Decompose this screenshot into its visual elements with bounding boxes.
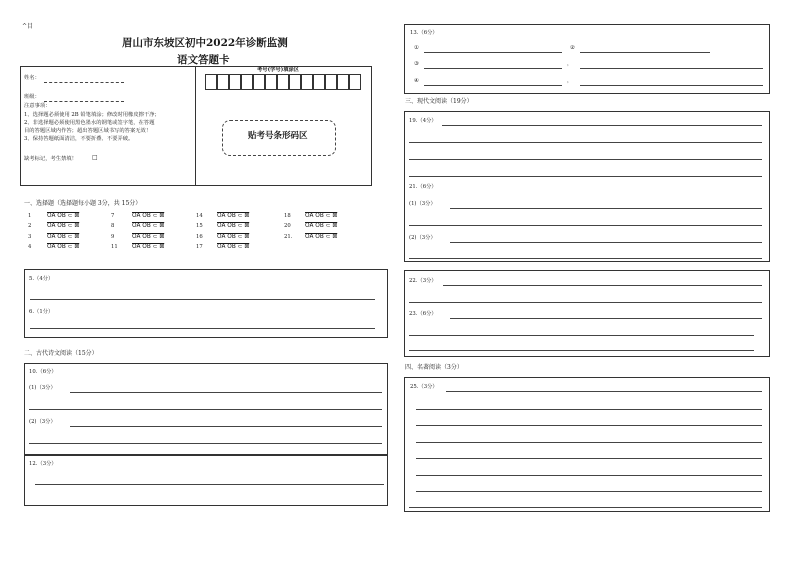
choice-number: 11 — [111, 244, 118, 250]
question-label-q12: 12.（3分） — [29, 461, 57, 467]
exam-no-grid[interactable] — [205, 74, 365, 91]
answer-line[interactable] — [450, 208, 762, 209]
question-label-q21-2: (2)（3分） — [409, 235, 436, 241]
question-label-q6: 6.（1分） — [29, 309, 54, 315]
choice-number: 17 — [196, 244, 203, 250]
question-label-q10: 10.（6分） — [29, 369, 57, 375]
answer-line[interactable] — [580, 52, 710, 53]
question-label-q5: 5.（4分） — [29, 276, 54, 282]
answer-line[interactable] — [416, 425, 762, 426]
answer-line[interactable] — [409, 176, 762, 177]
choice-number: 14 — [196, 213, 203, 219]
answer-line[interactable] — [29, 409, 382, 410]
question-label-q13: 13.（6分） — [410, 30, 438, 36]
question-label-q19: 19.（4分） — [409, 118, 437, 124]
choice-number: 3 — [28, 234, 32, 240]
question-label-q21-1: (1)（3分） — [409, 201, 436, 207]
answer-line[interactable] — [446, 391, 762, 392]
absent-label: 缺考标记，考生禁填！ — [24, 156, 77, 162]
answer-box-q19-q21 — [404, 111, 770, 262]
choice-number: 4 — [28, 244, 32, 250]
barcode-label: 贴考号条形码区 — [248, 131, 308, 141]
note-line: 2、非选择题必须使用黑色墨水的钢笔或签字笔，在答题 — [24, 120, 155, 126]
section-modern-title: 三、现代文阅读（19分） — [405, 98, 473, 105]
blank-marker: ① — [414, 45, 419, 51]
answer-line[interactable] — [424, 85, 562, 86]
choice-options[interactable]: OA OB ⊂ ⊠ — [132, 213, 165, 219]
note-line: 1、选择题必须使用 2B 铅笔填涂；修改时用橡皮擦干净； — [24, 112, 160, 118]
blank-marker: ③ — [414, 61, 419, 67]
page-title: 眉山市东坡区初中2022年诊断监测 — [122, 37, 288, 49]
comma-mark: ， — [567, 61, 573, 67]
choice-number: 18 — [284, 213, 291, 219]
answer-line[interactable] — [442, 125, 762, 126]
answer-line[interactable] — [409, 225, 762, 226]
choice-options[interactable]: OA OB ⊂ ⊠ — [132, 234, 165, 240]
answer-line[interactable] — [70, 426, 382, 427]
comma-mark: ， — [567, 78, 573, 84]
answer-line[interactable] — [416, 442, 762, 443]
answer-line[interactable] — [409, 507, 762, 508]
answer-box-q13 — [404, 24, 770, 94]
exam-no-label: 考号(学号)填涂区 — [257, 67, 300, 73]
answer-line[interactable] — [416, 475, 762, 476]
class-field[interactable] — [44, 101, 124, 102]
answer-line[interactable] — [30, 299, 375, 300]
choice-options[interactable]: OA OB ⊂ ⊠ — [47, 223, 80, 229]
answer-line[interactable] — [409, 350, 754, 351]
choice-options[interactable]: OA OB ⊂ ⊠ — [132, 223, 165, 229]
answer-line[interactable] — [70, 392, 382, 393]
class-label: 班级： — [24, 94, 40, 100]
choice-number: 16 — [196, 234, 203, 240]
question-label-q10-1: (1)（3分） — [29, 385, 56, 391]
answer-line[interactable] — [29, 443, 382, 444]
page-subtitle: 语文答题卡 — [177, 54, 230, 66]
answer-line[interactable] — [443, 285, 762, 286]
absent-checkbox[interactable]: □ — [92, 154, 98, 161]
question-label-q21: 21.（6分） — [409, 184, 437, 190]
choice-number: 7 — [111, 213, 115, 219]
section-ancient-title: 二、古代诗文阅读（15分） — [24, 350, 98, 357]
answer-line[interactable] — [580, 68, 763, 69]
note-line: 3、保持答题纸面清洁，不要折叠、不要弄破。 — [24, 136, 134, 142]
section-classic-title: 四、名著阅读（3分） — [405, 364, 463, 371]
choice-number: 21. — [284, 234, 293, 240]
notes-title: 注意事项： — [24, 103, 51, 109]
choice-options[interactable]: OA OB ⊂ ⊠ — [305, 234, 338, 240]
answer-line[interactable] — [409, 335, 754, 336]
question-label-q25: 25.（3分） — [410, 384, 438, 390]
answer-line[interactable] — [409, 159, 762, 160]
choice-options[interactable]: OA OB ⊂ ⊠ — [217, 223, 250, 229]
choice-options[interactable]: OA OB ⊂ ⊠ — [217, 244, 250, 250]
choice-number: 20 — [284, 223, 291, 229]
answer-line[interactable] — [450, 242, 762, 243]
blank-marker: ④ — [414, 78, 419, 84]
choice-number: 9 — [111, 234, 115, 240]
answer-box-q22-q23 — [404, 270, 770, 357]
answer-line[interactable] — [35, 484, 384, 485]
answer-line[interactable] — [409, 258, 762, 259]
choice-number: 2 — [28, 223, 32, 229]
question-label-q10-2: (2)（3分） — [29, 419, 56, 425]
answer-line[interactable] — [30, 328, 375, 329]
section-choice-title: 一、选择题（选择题每小题 3分，共 15分） — [24, 200, 142, 207]
note-line: 目的答题区域内作答；超出答题区域书写的答案无效！ — [24, 128, 152, 134]
answer-line[interactable] — [580, 85, 763, 86]
choice-number: 8 — [111, 223, 115, 229]
answer-line[interactable] — [416, 409, 762, 410]
corner-mark: ^目 — [22, 23, 34, 30]
answer-line[interactable] — [424, 52, 562, 53]
choice-options[interactable]: OA OB ⊂ ⊠ — [217, 234, 250, 240]
answer-line[interactable] — [409, 302, 762, 303]
choice-options[interactable]: OA OB ⊂ ⊠ — [132, 244, 165, 250]
choice-number: 15 — [196, 223, 203, 229]
choice-number: 1 — [28, 213, 32, 219]
answer-line[interactable] — [424, 68, 562, 69]
name-label: 姓名： — [24, 75, 40, 81]
choice-options[interactable]: OA OB ⊂ ⊠ — [305, 213, 338, 219]
answer-line[interactable] — [416, 458, 762, 459]
choice-options[interactable]: OA OB ⊂ ⊠ — [47, 234, 80, 240]
question-label-q22: 22.（3分） — [409, 278, 437, 284]
choice-options[interactable]: OA OB ⊂ ⊠ — [47, 213, 80, 219]
question-label-q23: 23.（6分） — [409, 311, 437, 317]
blank-marker: ② — [570, 45, 575, 51]
name-field[interactable] — [44, 82, 124, 83]
answer-line[interactable] — [450, 318, 762, 319]
answer-line[interactable] — [409, 142, 762, 143]
choice-options[interactable]: OA OB ⊂ ⊠ — [47, 244, 80, 250]
choice-options[interactable]: OA OB ⊂ ⊠ — [305, 223, 338, 229]
choice-options[interactable]: OA OB ⊂ ⊠ — [217, 213, 250, 219]
answer-line[interactable] — [416, 491, 762, 492]
info-divider — [195, 66, 196, 186]
answer-box-q12 — [24, 455, 388, 506]
